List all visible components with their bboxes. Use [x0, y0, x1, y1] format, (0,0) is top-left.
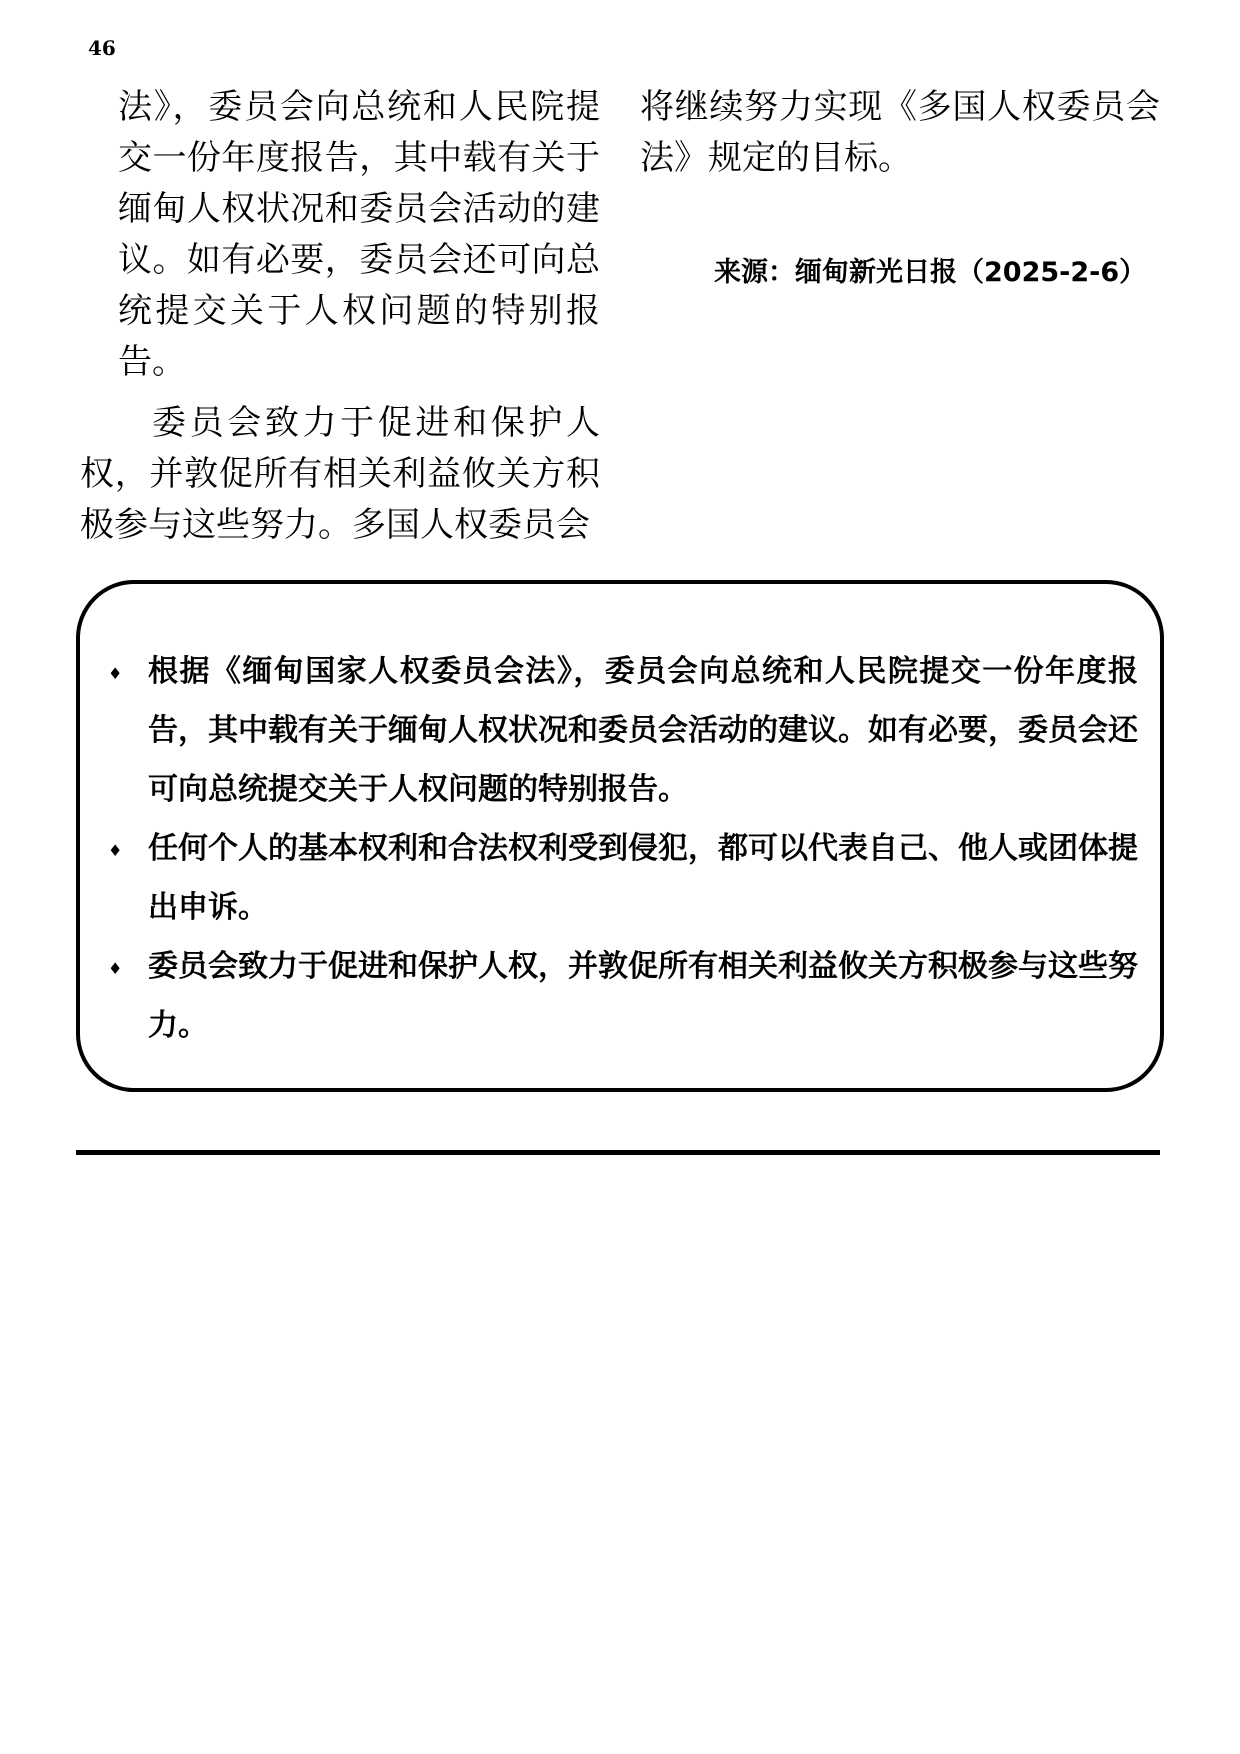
summary-item-1 [108, 642, 1138, 819]
diamond-bullet-icon: ♦ [108, 841, 123, 860]
left-paragraph-1: 法》，委员会向总统和人民院提交一份年度报告，其中载有关于缅甸人权状况和委员会活动的建议。如有必要，委员会还可向总统提交关于人权问题的特别报告。 [118, 87, 600, 382]
summary-item-text: 委员会致力于促进和保护人权，并敦促所有相关利益攸关方积极参与这些努力。 [148, 949, 1138, 1043]
source-citation: 来源：缅甸新光日报（2025-2-6） [714, 257, 1147, 288]
diamond-bullet-icon: ♦ [108, 959, 123, 978]
summary-list [108, 642, 1138, 1055]
horizontal-rule [76, 1150, 1160, 1155]
diamond-bullet-icon: ♦ [108, 664, 123, 683]
summary-item-2 [108, 819, 1138, 937]
page-number: 46 [88, 36, 116, 60]
summary-item-text: 任何个人的基本权利和合法权利受到侵犯，都可以代表自己、他人或团体提出申诉。 [148, 831, 1138, 925]
right-column [640, 82, 1160, 184]
summary-item-text: 根据《缅甸国家人权委员会法》，委员会向总统和人民院提交一份年度报告，其中载有关于缅甸人权状况和委员会活动的建议。如有必要，委员会还可向总统提交关于人权问题的特别报告。 [148, 654, 1138, 807]
right-paragraph-1: 将继续努力实现《多国人权委员会法》规定的目标。 [640, 87, 1160, 178]
summary-box [76, 580, 1164, 1092]
left-paragraph-2: 委员会致力于促进和保护人权，并敦促所有相关利益攸关方积极参与这些努力。多国人权委员会 [80, 403, 600, 545]
left-column [80, 82, 600, 551]
summary-item-3 [108, 937, 1138, 1055]
